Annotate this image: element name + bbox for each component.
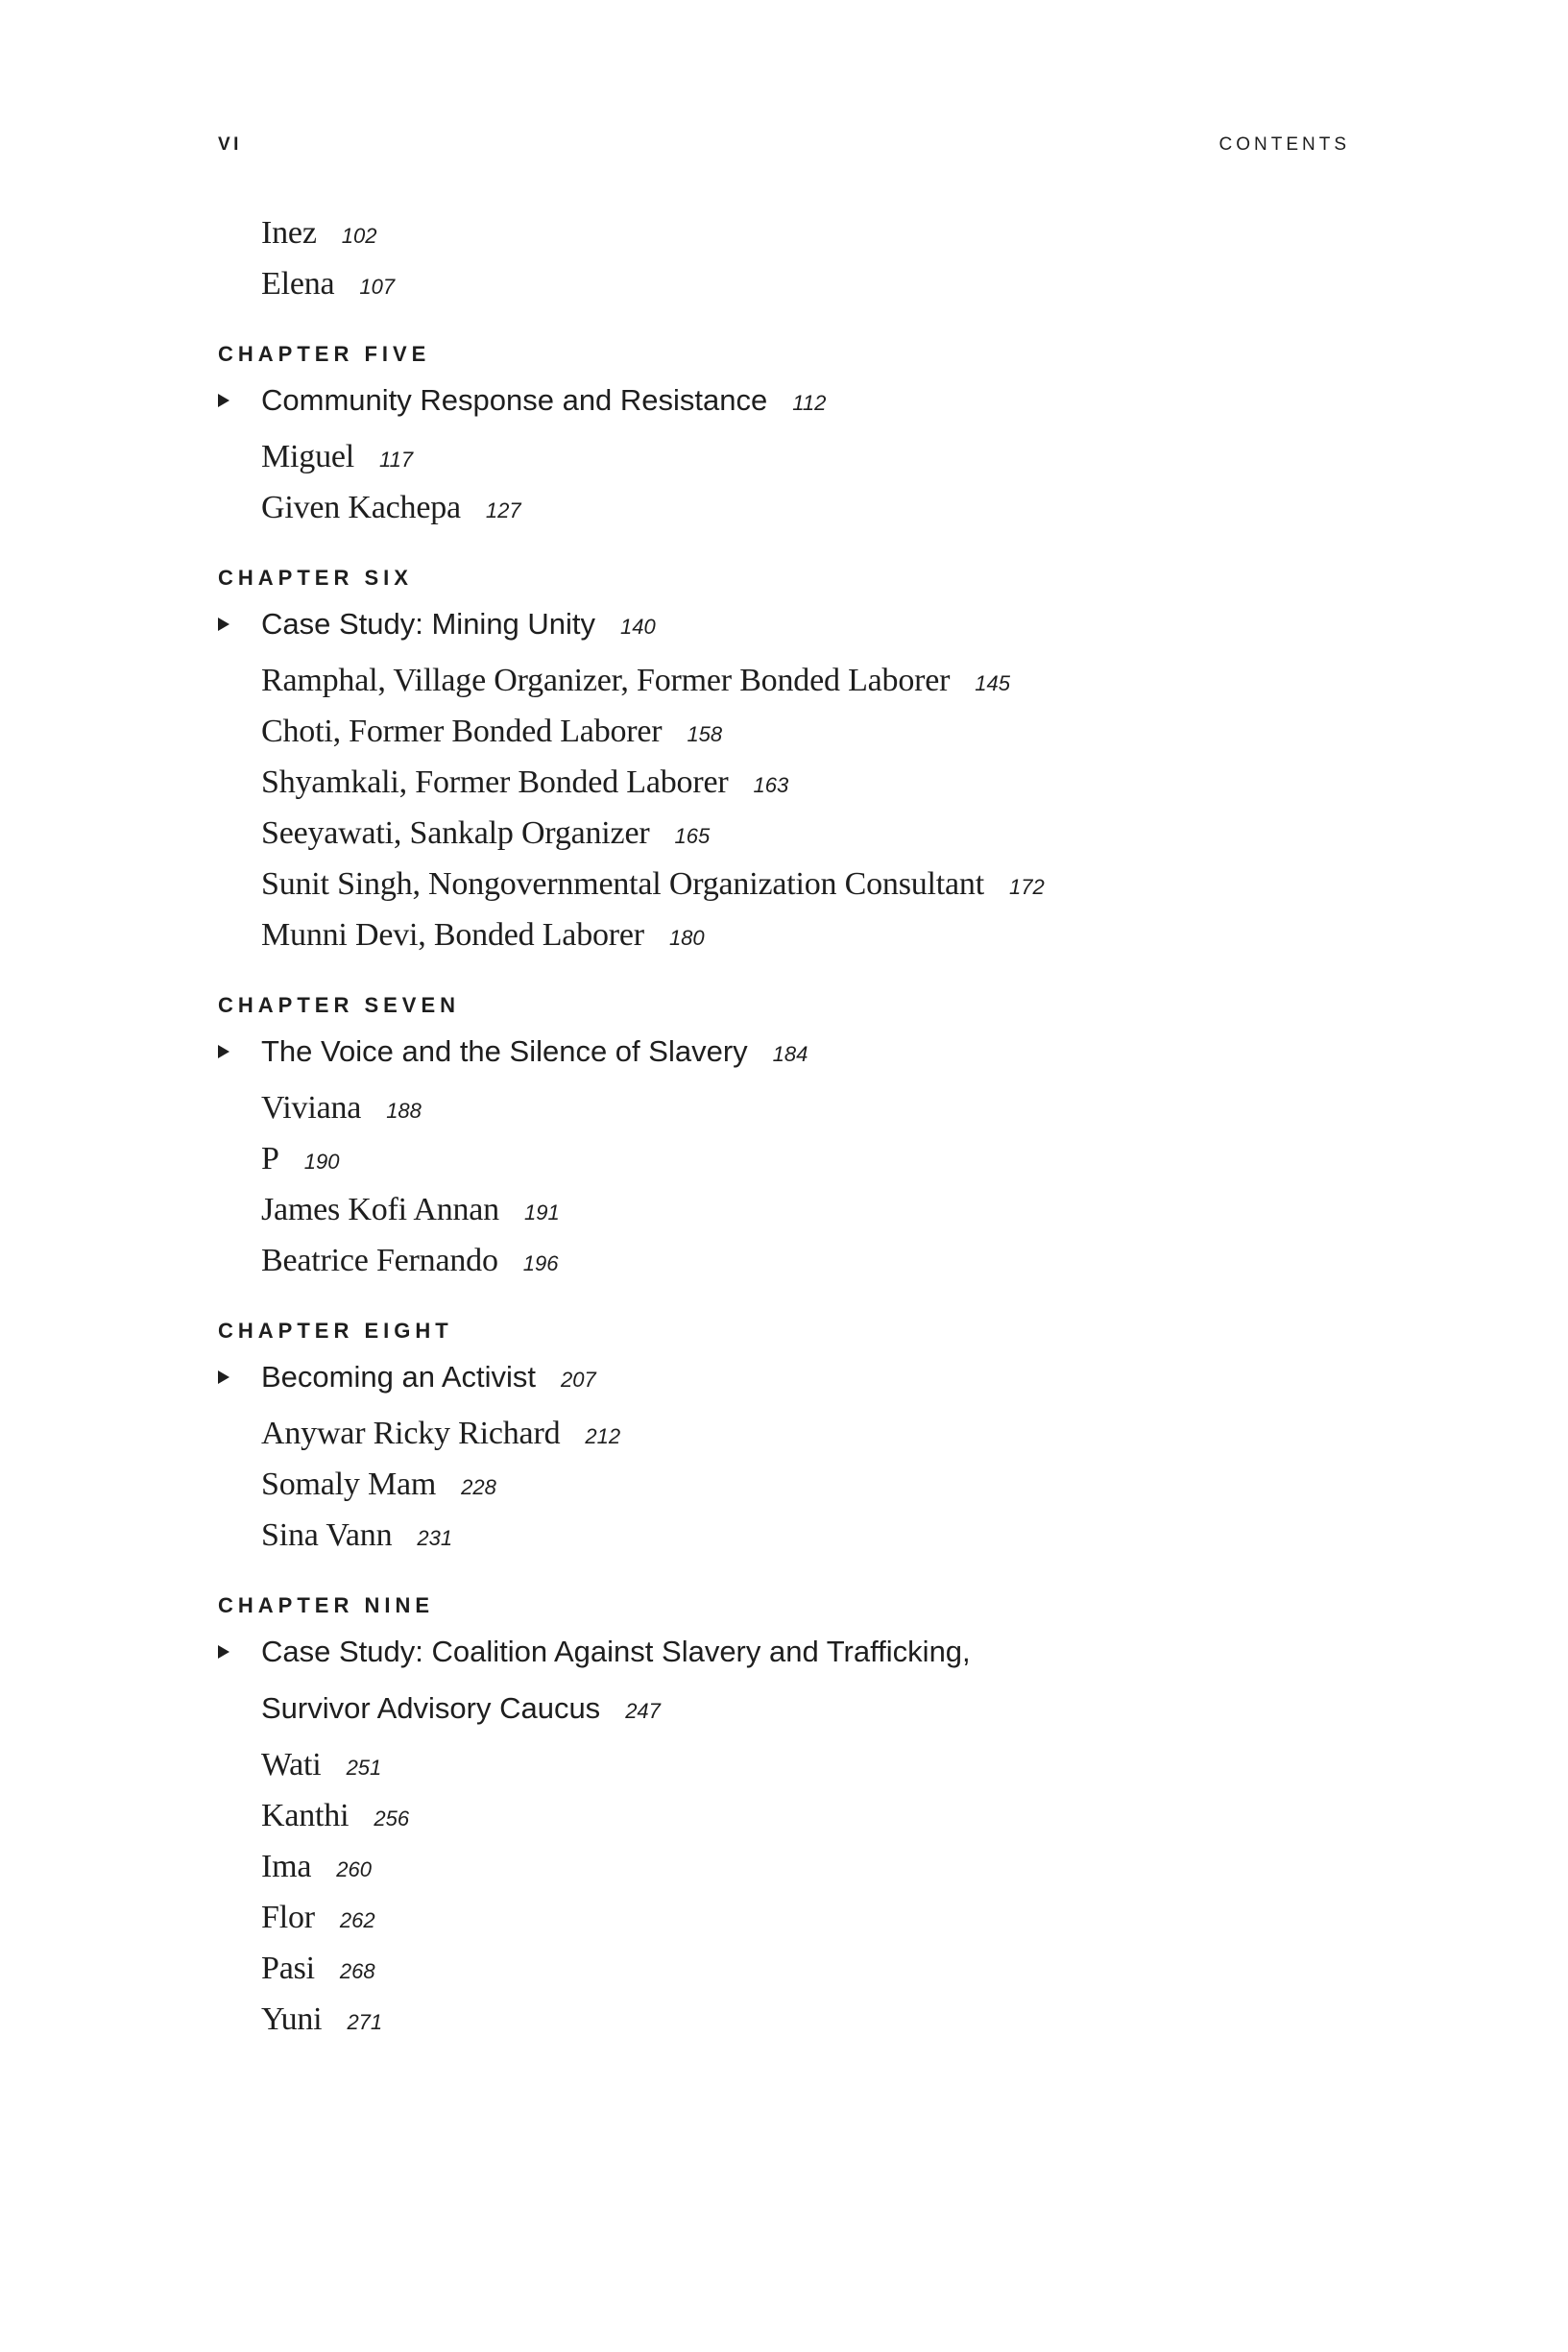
chapter-block	[218, 1317, 1351, 1561]
entry-page: 172	[1008, 875, 1045, 899]
entry-page: 271	[347, 2010, 383, 2034]
toc-entry[interactable]	[261, 1459, 1351, 1510]
entry-name: Shyamkali, Former Bonded Laborer	[261, 764, 729, 800]
entry-page: 212	[585, 1424, 621, 1448]
toc-entry[interactable]	[261, 706, 1351, 757]
toc-entry[interactable]	[261, 1082, 1351, 1133]
essay-title: Community Response and Resistance	[261, 383, 768, 417]
entry-page: 165	[674, 824, 711, 848]
entry-page: 180	[668, 926, 705, 950]
toc-entry[interactable]	[261, 431, 1351, 482]
entry-page: 127	[485, 498, 521, 522]
entry-name: Wati	[261, 1747, 322, 1782]
toc-entry[interactable]	[261, 1943, 1351, 1994]
leading-entries	[218, 207, 1351, 309]
entry-page: 190	[303, 1150, 340, 1174]
entry-page: 268	[339, 1959, 375, 1983]
chapter-heading: CHAPTER NINE	[218, 1593, 435, 1617]
table-of-contents	[218, 207, 1351, 2045]
running-head	[218, 134, 1350, 158]
toc-entry[interactable]	[261, 258, 1351, 309]
entry-name: Miguel	[261, 439, 355, 474]
running-head-section: CONTENTS	[1218, 134, 1350, 155]
entry-name: Sunit Singh, Nongovernmental Organization Consultant	[261, 866, 984, 902]
toc-entry[interactable]	[261, 1892, 1351, 1943]
entry-name: Inez	[261, 215, 317, 251]
essay-page: 207	[561, 1368, 596, 1392]
toc-entry[interactable]	[261, 859, 1351, 909]
chapter-list	[218, 340, 1351, 2045]
chapter-block	[218, 564, 1351, 960]
essay-title-line[interactable]	[261, 1683, 1351, 1739]
toc-entry[interactable]	[261, 1510, 1351, 1561]
entry-name: Munni Devi, Bonded Laborer	[261, 917, 644, 953]
entry-page: 191	[523, 1200, 560, 1224]
entry-name: Seeyawati, Sankalp Organizer	[261, 815, 650, 851]
toc-entry[interactable]	[261, 1739, 1351, 1790]
toc-entry[interactable]	[261, 1184, 1351, 1235]
chapter-heading: CHAPTER EIGHT	[218, 1319, 453, 1343]
entry-page: 262	[339, 1908, 375, 1932]
entry-name: Elena	[261, 266, 335, 302]
entry-page: 117	[379, 448, 414, 472]
essay-page: 184	[772, 1042, 808, 1066]
chapter-heading: CHAPTER SEVEN	[218, 993, 461, 1017]
entry-name: Beatrice Fernando	[261, 1243, 498, 1278]
entry-name: Viviana	[261, 1090, 362, 1126]
entry-page: 260	[336, 1857, 372, 1881]
entry-page: 228	[461, 1475, 496, 1499]
entry-name: Given Kachepa	[261, 490, 461, 525]
page-folio: VI	[218, 134, 242, 155]
essay-title-line[interactable]	[261, 1026, 1351, 1082]
essay-title-line[interactable]	[261, 598, 1351, 655]
essay-title: Survivor Advisory Caucus	[261, 1691, 601, 1725]
entry-page: 102	[341, 224, 377, 248]
entry-name: Yuni	[261, 2001, 323, 2037]
entry-page: 231	[417, 1526, 453, 1550]
entry-name: Ima	[261, 1849, 312, 1884]
entry-page: 158	[687, 722, 723, 746]
toc-entry[interactable]	[261, 1235, 1351, 1286]
toc-entry[interactable]	[261, 757, 1351, 808]
essay-page: 112	[792, 391, 827, 415]
chapter-block	[218, 1591, 1351, 2045]
triangle-right-icon	[218, 375, 237, 425]
triangle-right-icon	[218, 598, 237, 649]
toc-entry[interactable]	[261, 1994, 1351, 2045]
toc-entry[interactable]	[261, 909, 1351, 960]
toc-entry[interactable]	[261, 1790, 1351, 1841]
triangle-right-icon	[218, 1026, 237, 1077]
entry-name: P	[261, 1141, 279, 1176]
chapter-heading: CHAPTER SIX	[218, 566, 413, 590]
entry-name: Choti, Former Bonded Laborer	[261, 714, 663, 749]
chapter-heading: CHAPTER FIVE	[218, 342, 431, 366]
entry-name: Pasi	[261, 1951, 315, 1986]
entry-name: James Kofi Annan	[261, 1192, 499, 1227]
essay-page: 247	[625, 1699, 661, 1723]
triangle-right-icon	[218, 1626, 237, 1677]
toc-entry[interactable]	[261, 808, 1351, 859]
entry-name: Ramphal, Village Organizer, Former Bonded Laborer	[261, 663, 951, 698]
entry-page: 188	[386, 1099, 422, 1123]
essay-title-line[interactable]	[261, 375, 1351, 431]
entry-page: 163	[753, 773, 789, 797]
toc-entry[interactable]	[261, 207, 1351, 258]
entry-page: 251	[346, 1756, 382, 1780]
entry-name: Anywar Ricky Richard	[261, 1416, 561, 1451]
essay-title: Case Study: Coalition Against Slavery and Trafficking,	[261, 1635, 971, 1668]
toc-entry[interactable]	[261, 482, 1351, 533]
entry-page: 256	[374, 1806, 410, 1831]
essay-title-line[interactable]	[261, 1626, 1351, 1683]
toc-entry[interactable]	[261, 655, 1351, 706]
toc-entry[interactable]	[261, 1408, 1351, 1459]
essay-title: Case Study: Mining Unity	[261, 607, 596, 641]
essay-title-line[interactable]	[261, 1351, 1351, 1408]
triangle-right-icon	[218, 1351, 237, 1402]
entry-name: Flor	[261, 1900, 315, 1935]
essay-page: 140	[620, 615, 656, 639]
entry-page: 145	[975, 671, 1010, 695]
entry-page: 196	[522, 1251, 559, 1275]
entry-name: Sina Vann	[261, 1517, 393, 1553]
entry-page: 107	[359, 275, 396, 299]
chapter-block	[218, 991, 1351, 1286]
toc-entry[interactable]	[261, 1133, 1351, 1184]
essay-title: The Voice and the Silence of Slavery	[261, 1034, 748, 1068]
toc-entry[interactable]	[261, 1841, 1351, 1892]
chapter-block	[218, 340, 1351, 533]
entry-name: Kanthi	[261, 1798, 350, 1833]
essay-title: Becoming an Activist	[261, 1360, 537, 1394]
entry-name: Somaly Mam	[261, 1467, 437, 1502]
